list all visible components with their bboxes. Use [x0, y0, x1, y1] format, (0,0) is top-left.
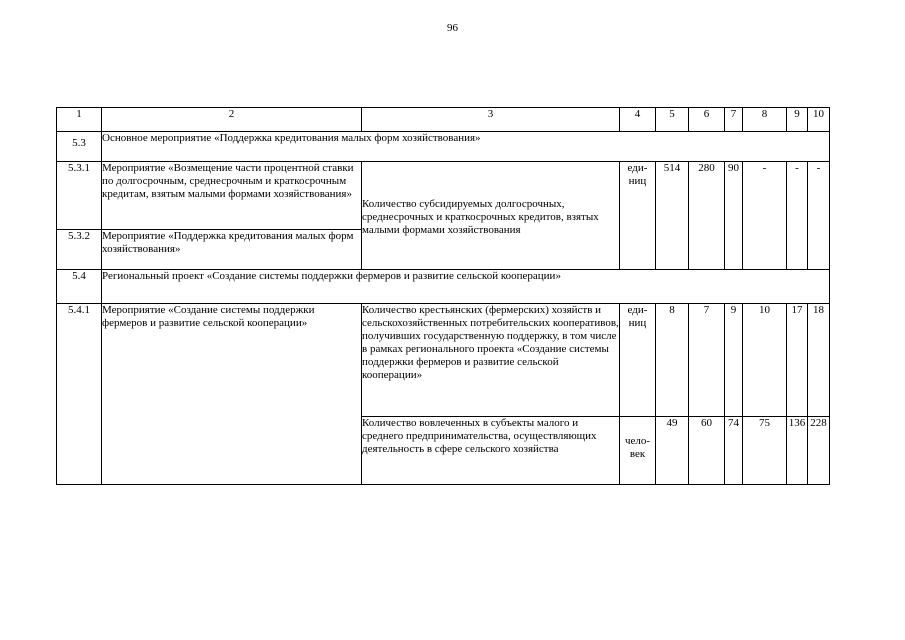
indicator-text: Количество субсидируемых долгосрочных, среднесрочных и краткосрочных кредитов, взятых малыми формами хозяйствования — [362, 162, 620, 270]
value-cell: - — [808, 162, 830, 270]
row-number: 5.4.1 — [57, 304, 102, 485]
header-cell: 3 — [362, 108, 620, 132]
section-title: Региональный проект «Создание системы поддержки фермеров и развитие сельской кооперации» — [102, 270, 830, 304]
row-number: 5.4 — [57, 270, 102, 304]
header-cell: 2 — [102, 108, 362, 132]
table-row — [57, 304, 830, 417]
header-cell: 8 — [743, 108, 787, 132]
value-cell: - — [787, 162, 808, 270]
value-cell: 280 — [689, 162, 725, 270]
value-cell: 136 — [787, 417, 808, 485]
value-cell: 8 — [656, 304, 689, 417]
value-cell: 74 — [725, 417, 743, 485]
unit-cell: чело-век — [620, 417, 656, 485]
indicator-text: Количество вовлеченных в субъекты малого и среднего предпринимательства, осуществляющих деятельность в сфере сельского хозяйства — [362, 417, 620, 485]
value-cell: 10 — [743, 304, 787, 417]
value-cell: 228 — [808, 417, 830, 485]
row-number: 5.3.2 — [57, 230, 102, 270]
unit-cell: еди-ниц — [620, 304, 656, 417]
header-cell: 5 — [656, 108, 689, 132]
activity-name: Мероприятие «Поддержка кредитования малых форм хозяйствования» — [102, 230, 362, 270]
header-cell: 6 — [689, 108, 725, 132]
value-cell: 49 — [656, 417, 689, 485]
indicator-text: Количество крестьянских (фермерских) хозяйств и сельскохозяйственных потребительских кооперативов, получивших государственную поддержку, в том числе в рамках регионального проекта «Создание системы поддержки фермеров и развитие сельской кооперации» — [362, 304, 620, 417]
value-cell: 514 — [656, 162, 689, 270]
value-cell: 17 — [787, 304, 808, 417]
row-number: 5.3.1 — [57, 162, 102, 230]
indicators-table — [56, 107, 830, 485]
table-header-row — [57, 108, 830, 132]
row-number: 5.3 — [57, 132, 102, 162]
page-number: 96 — [447, 22, 458, 34]
header-cell: 10 — [808, 108, 830, 132]
value-cell: 9 — [725, 304, 743, 417]
activity-name: Мероприятие «Возмещение части процентной ставки по долгосрочным, среднесрочным и краткосрочным кредитам, взятым малыми формами хозяйствования» — [102, 162, 362, 230]
table-row — [57, 132, 830, 162]
header-cell: 7 — [725, 108, 743, 132]
activity-name: Мероприятие «Создание системы поддержки фермеров и развитие сельской кооперации» — [102, 304, 362, 485]
value-cell: 60 — [689, 417, 725, 485]
value-cell: 90 — [725, 162, 743, 270]
table-row — [57, 270, 830, 304]
value-cell: 7 — [689, 304, 725, 417]
header-cell: 1 — [57, 108, 102, 132]
unit-cell: еди-ниц — [620, 162, 656, 270]
value-cell: 75 — [743, 417, 787, 485]
table-row — [57, 162, 830, 230]
value-cell: 18 — [808, 304, 830, 417]
header-cell: 9 — [787, 108, 808, 132]
value-cell: - — [743, 162, 787, 270]
header-cell: 4 — [620, 108, 656, 132]
section-title: Основное мероприятие «Поддержка кредитования малых форм хозяйствования» — [102, 132, 830, 162]
